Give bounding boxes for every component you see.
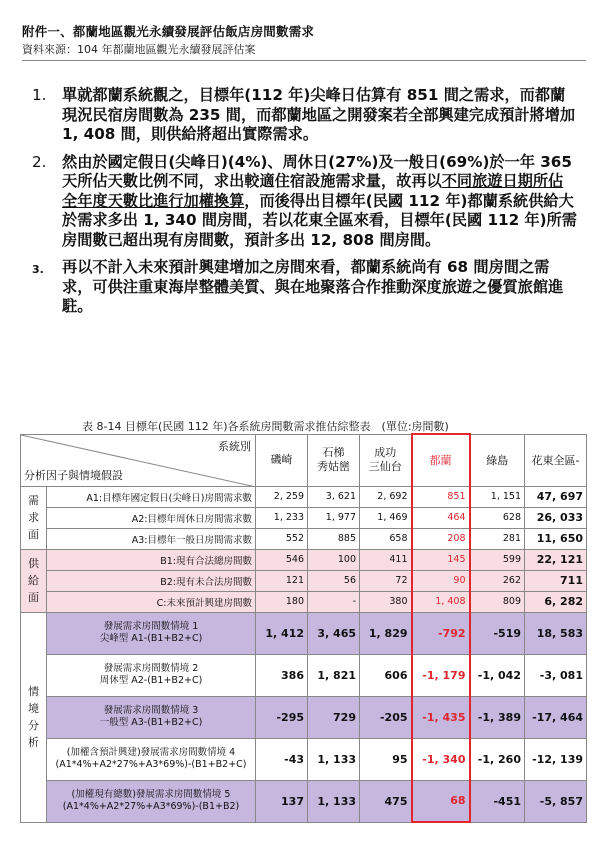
- finding-number: 1.: [32, 86, 47, 104]
- cell: 11, 650: [525, 528, 587, 549]
- finding-text: 再以不計入未來預計興建增加之房間來看，都蘭系統尚有 68 間房間之需求，可供注重東海岸整體美質、與在地聚落合作推動深度旅遊之優質旅館進駐。: [62, 258, 564, 315]
- room-demand-table: [20, 433, 587, 823]
- row-factor: 發展需求房間數情境 2 周休型 A2-(B1+B2+C): [47, 654, 256, 696]
- row-factor: (加權現有總數)發展需求房間數情境 5 (A1*4%+A2*27%+A3*69%)-(B1+B2): [47, 780, 256, 822]
- cell: -1, 042: [470, 654, 525, 696]
- cell: 552: [256, 528, 308, 549]
- cell: -1, 389: [470, 696, 525, 738]
- corner-top-label: 系統別: [218, 439, 251, 453]
- cell: 711: [525, 570, 587, 591]
- cell: -205: [360, 696, 412, 738]
- cell: -1, 260: [470, 738, 525, 780]
- cell: -295: [256, 696, 308, 738]
- row-factor: A1:目標年國定假日(尖峰日)房間需求數: [47, 486, 256, 507]
- cell: 380: [360, 591, 412, 612]
- cell-dulan: 1, 408: [412, 591, 470, 612]
- table-caption: 表 8-14 目標年(民國 112 年)各系統房間數需求推估綜整表 (單位:房間數): [82, 420, 449, 433]
- attachment-title: 附件一、都蘭地區觀光永續發展評估飯店房間數需求: [22, 24, 315, 39]
- row-factor: B2:現有未合法房間數: [47, 570, 256, 591]
- table-row: [21, 654, 587, 696]
- cell-dulan: 68: [412, 780, 470, 822]
- finding-text-pre: 然由於國定假日(尖峰日)(4%)、周休日(27%)及一般日(69%)於一年 365 天所佔天數比例不同，求出較適住宿設施需求量，故再以: [62, 152, 572, 190]
- group-label-supply: 供 給 面: [21, 549, 47, 612]
- table-row: [21, 612, 587, 654]
- finding-number: 2.: [32, 152, 47, 171]
- findings-list: [28, 86, 578, 325]
- row-factor: (加權含預計興建)發展需求房間數情境 4 (A1*4%+A2*27%+A3*69%)-(B1+B2+C): [47, 738, 256, 780]
- cell: -451: [470, 780, 525, 822]
- cell: -5, 857: [525, 780, 587, 822]
- finding-item: [28, 153, 578, 251]
- finding-item: [28, 86, 578, 145]
- cell: 95: [360, 738, 412, 780]
- table-row: [21, 549, 587, 570]
- row-factor: 發展需求房間數情境 3 一般型 A3-(B1+B2+C): [47, 696, 256, 738]
- cell-dulan: 145: [412, 549, 470, 570]
- cell: 1, 469: [360, 507, 412, 528]
- row-factor: 發展需求房間數情境 1 尖峰型 A1-(B1+B2+C): [47, 612, 256, 654]
- column-header: 成功 三仙台: [360, 434, 412, 486]
- row-factor: A3:目標年一般日房間需求數: [47, 528, 256, 549]
- column-header: 石梯 秀姑巒: [308, 434, 360, 486]
- finding-number: 3.: [32, 263, 44, 276]
- cell: 26, 033: [525, 507, 587, 528]
- cell: 1, 133: [308, 780, 360, 822]
- cell: 180: [256, 591, 308, 612]
- column-header-dulan: 都蘭: [412, 434, 470, 486]
- table-row: [21, 528, 587, 549]
- cell: 2, 692: [360, 486, 412, 507]
- group-label-demand: 需 求 面: [21, 486, 47, 549]
- cell: 1, 151: [470, 486, 525, 507]
- cell: 386: [256, 654, 308, 696]
- column-header: 花東全區-: [525, 434, 587, 486]
- cell: 121: [256, 570, 308, 591]
- finding-text-underlined: 不同旅遊日期所佔全年度天數比進行加權換算: [62, 172, 564, 210]
- row-factor: A2:目標年周休日房間需求數: [47, 507, 256, 528]
- cell: 885: [308, 528, 360, 549]
- cell: 137: [256, 780, 308, 822]
- cell: 56: [308, 570, 360, 591]
- cell: 411: [360, 549, 412, 570]
- finding-item: [28, 258, 578, 317]
- corner-bottom-label: 分析因子與情境假設: [24, 468, 123, 482]
- cell: 729: [308, 696, 360, 738]
- cell-dulan: 208: [412, 528, 470, 549]
- cell: 3, 465: [308, 612, 360, 654]
- table-row: [21, 486, 587, 507]
- cell-dulan: -1, 340: [412, 738, 470, 780]
- table-row: [21, 570, 587, 591]
- cell: 1, 233: [256, 507, 308, 528]
- cell-dulan: -1, 435: [412, 696, 470, 738]
- group-label-scenario: 情 境 分 析: [21, 612, 47, 822]
- cell: 1, 412: [256, 612, 308, 654]
- cell: 628: [470, 507, 525, 528]
- cell: 3, 621: [308, 486, 360, 507]
- source-note: 資料來源：104 年都蘭地區觀光永續發展評估案: [22, 43, 256, 56]
- row-factor: B1:現有合法總房間數: [47, 549, 256, 570]
- table-row: [21, 780, 587, 822]
- row-factor: C:未來預計興建房間數: [47, 591, 256, 612]
- cell: 658: [360, 528, 412, 549]
- column-header: 綠島: [470, 434, 525, 486]
- table-row: [21, 591, 587, 612]
- finding-text-post: ，而後得出目標年(民國 112 年)都蘭系統供給大於需求多出 1, 340 間房間，若以花東全區來看，目標年(民國 112 年)所需房間數已超出現有房間數，預計多出 12, 808 間房間。: [62, 191, 577, 249]
- cell: 599: [470, 549, 525, 570]
- cell: 262: [470, 570, 525, 591]
- table-row: [21, 507, 587, 528]
- cell-dulan: 464: [412, 507, 470, 528]
- cell: -519: [470, 612, 525, 654]
- cell: -: [308, 591, 360, 612]
- cell: -43: [256, 738, 308, 780]
- cell-dulan: -792: [412, 612, 470, 654]
- header-divider: [22, 60, 586, 61]
- cell: -17, 464: [525, 696, 587, 738]
- cell: -3, 081: [525, 654, 587, 696]
- cell: 6, 282: [525, 591, 587, 612]
- cell-dulan: 851: [412, 486, 470, 507]
- cell: 281: [470, 528, 525, 549]
- cell: 47, 697: [525, 486, 587, 507]
- table-row: [21, 696, 587, 738]
- cell: 606: [360, 654, 412, 696]
- cell: 22, 121: [525, 549, 587, 570]
- cell: 1, 829: [360, 612, 412, 654]
- table-header-row: [21, 434, 587, 486]
- cell: 18, 583: [525, 612, 587, 654]
- cell: 1, 821: [308, 654, 360, 696]
- cell: 2, 259: [256, 486, 308, 507]
- cell: 546: [256, 549, 308, 570]
- cell-dulan: -1, 179: [412, 654, 470, 696]
- table-row: [21, 738, 587, 780]
- cell-dulan: 90: [412, 570, 470, 591]
- cell: 72: [360, 570, 412, 591]
- column-header: 磯崎: [256, 434, 308, 486]
- cell: 1, 977: [308, 507, 360, 528]
- cell: 809: [470, 591, 525, 612]
- cell: 1, 133: [308, 738, 360, 780]
- finding-text: 單就都蘭系統觀之，目標年(112 年)尖峰日估算有 851 間之需求，而都蘭現況民宿房間數為 235 間，而都蘭地區之開發案若全部興建完成預計將增加 1, 408 間，則供給將超出實際需求。: [62, 86, 576, 143]
- cell: 100: [308, 549, 360, 570]
- cell: -12, 139: [525, 738, 587, 780]
- table-corner-cell: [21, 434, 256, 486]
- cell: 475: [360, 780, 412, 822]
